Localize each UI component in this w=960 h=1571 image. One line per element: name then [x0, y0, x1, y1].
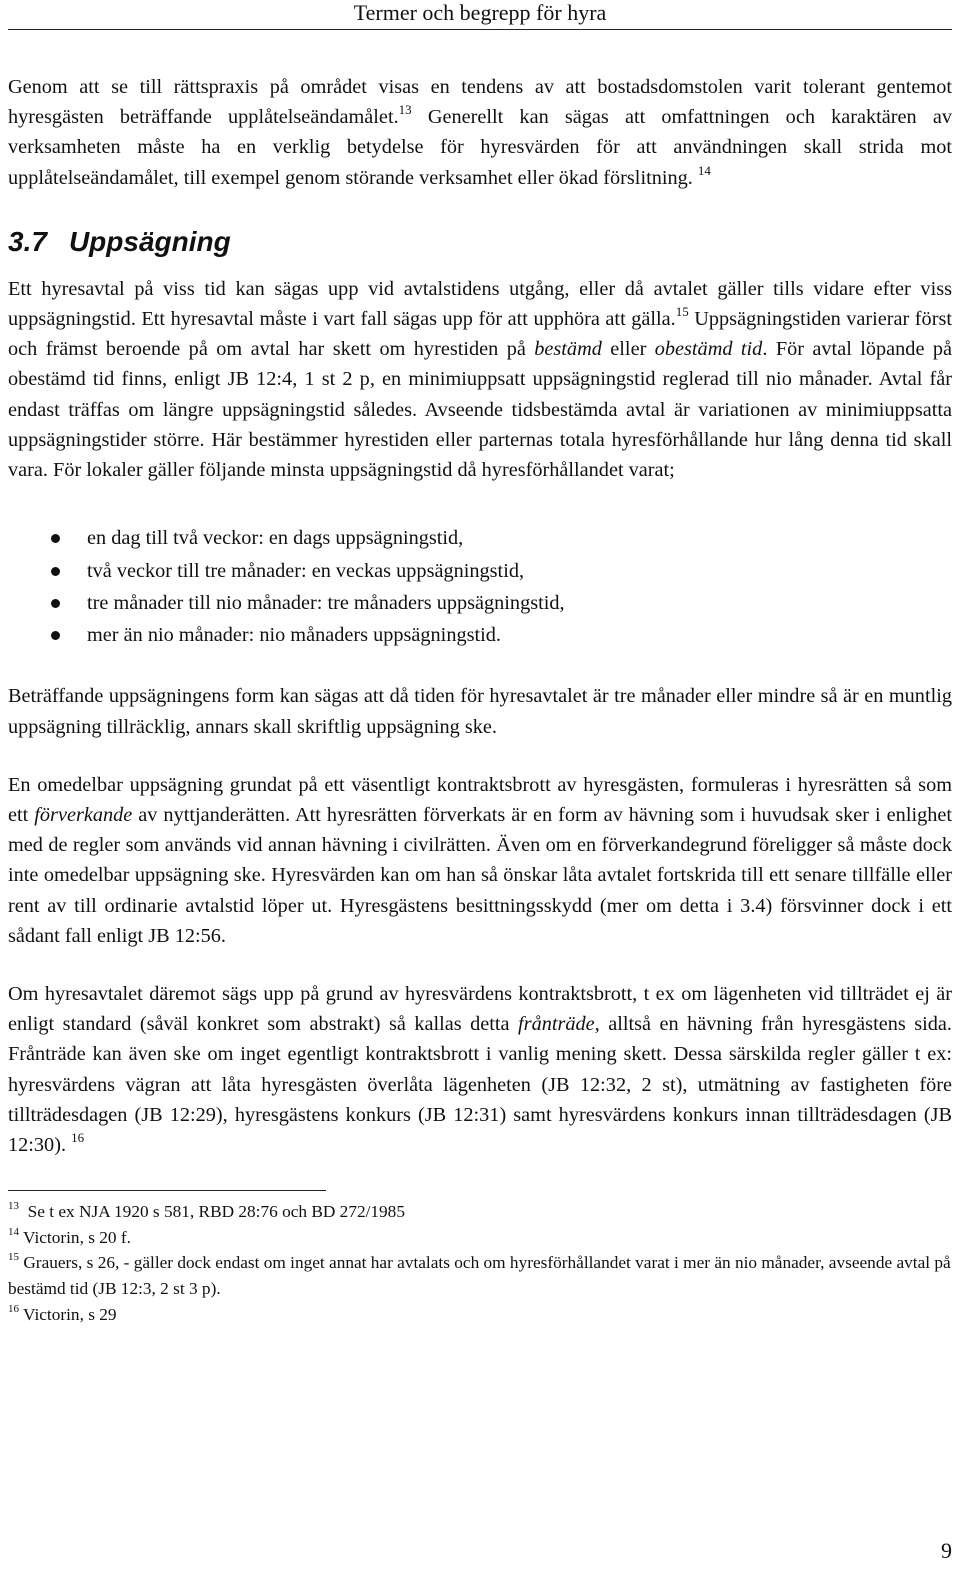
footnote-number: 16	[8, 1302, 19, 1315]
bullet-icon	[51, 567, 60, 576]
footnote-ref-15[interactable]: 15	[675, 304, 689, 320]
footnote-separator	[8, 1190, 326, 1191]
footnote-number: 15	[8, 1251, 19, 1264]
paragraph-4-text-a: En omedelbar uppsägning grundat på ett väsentligt kontraktsbrott av hyresgästen, formuleras i hyresrätten så som ett	[8, 773, 952, 827]
header-rule	[8, 29, 952, 30]
paragraph-2-emphasis-obestamd: obestämd tid	[654, 338, 763, 361]
footnote-ref-14[interactable]: 14	[697, 162, 711, 178]
list-item-text: mer än nio månader: nio månaders uppsägningstid.	[87, 624, 501, 647]
footnote	[8, 1199, 952, 1225]
paragraph-4	[8, 770, 952, 951]
footnote-text: Victorin, s 20 f.	[23, 1227, 131, 1247]
paragraph-3: Beträffande uppsägningens form kan sägas att då tiden för hyresavtalet är tre månader eller mindre så är en muntlig uppsägning tillräcklig, annars skall skriftlig uppsägning ske.	[8, 685, 952, 738]
section-number: 3.7	[8, 225, 47, 257]
list-item-text: två veckor till tre månader: en veckas uppsägningstid,	[87, 559, 525, 582]
paragraph-2-emphasis-bestamd: bestämd	[534, 338, 602, 361]
section-title: Uppsägning	[68, 225, 231, 257]
paragraph-2	[8, 274, 952, 485]
bullet-icon	[51, 599, 60, 608]
footnote	[8, 1225, 952, 1251]
list-item	[8, 587, 952, 619]
bullet-icon	[51, 534, 60, 543]
paragraph-4-emphasis: förverkande	[34, 804, 133, 827]
paragraph-5-emphasis: frånträde	[518, 1013, 595, 1036]
footnote-ref-13[interactable]: 13	[398, 102, 412, 118]
running-header: Termer och begrepp för hyra	[353, 0, 607, 25]
paragraph-1	[8, 72, 952, 193]
footnote	[8, 1250, 952, 1301]
page-body	[8, 72, 952, 1327]
page-number: 9	[941, 1538, 952, 1563]
paragraph-5-text-b: , alltså en hävning från hyresgästens sida. Frånträde kan även ske om inget egentligt kontraktsbrott i vanlig mening skett. Dessa särskilda regler gäller t ex: hyresvärdens vägran att låta hyresgästen överlåta lägenheten (JB 12:32, 2 st), utmätning av fastigheten före tillträdesdagen (JB 12:29), hyresgästens konkurs (JB 12:31) samt hyresvärdens konkurs innan tillträdesdagen (JB 12:30).	[8, 1013, 952, 1157]
footnote	[8, 1302, 952, 1328]
notice-period-list	[8, 522, 952, 651]
paragraph-2-text-a: Ett hyresavtal på viss tid kan sägas upp vid avtalstidens utgång, eller då avtalet gäller tills vidare efter viss uppsägningstid. Ett hyresavtal måste i vart fall sägas upp för att upphöra att gälla.	[8, 277, 952, 331]
footnote-ref-16[interactable]: 16	[71, 1130, 85, 1146]
paragraph-2-text-d: . För avtal löpande på obestämd tid finns, enligt JB 12:4, 1 st 2 p, en minimiuppsatt uppsägningstid reglerad till nio månader. Avtal får endast träffas om längre uppsägningstid således. Avseende tidsbestämda avtal är variationen av minimiuppsatta uppsägningstider större. Här bestämmer hyrestiden eller parternas totala hyresförhållande hur lång denna tid skall vara. För lokaler gäller följande minsta uppsägningstid då hyresförhållandet varat;	[8, 338, 953, 482]
list-item	[8, 619, 952, 651]
paragraph-2-text-b: Uppsägningstiden varierar först och främst beroende på om avtal har skett om hyrestiden på	[8, 308, 952, 361]
footnote-text: Grauers, s 26, - gäller dock endast om inget annat har avtalats och om hyresförhållandet varat i mer än nio månader, avseende avtal på bestämd tid (JB 12:3, 2 st 3 p).	[8, 1253, 951, 1299]
paragraph-1-text-b: Generellt kan sägas att omfattningen och karaktären av verksamheten måste ha en verklig betydelse för hyresvärden för att användningen skall strida mot upplåtelseändamålet, till exempel genom störande verksamhet eller ökad förslitning.	[8, 106, 952, 189]
list-item	[8, 555, 952, 587]
paragraph-5-text-a: Om hyresavtalet däremot sägs upp på grund av hyresvärdens kontraktsbrott, t ex om lägenheten vid tillträdet ej är enligt standard (såväl konkret som abstrakt) så kallas detta	[8, 983, 952, 1036]
bullet-icon	[51, 631, 60, 640]
footnote-number: 14	[8, 1225, 19, 1238]
paragraph-5	[8, 979, 952, 1160]
paragraph-4-text-b: av nyttjanderätten. Att hyresrätten förverkats är en form av hävning som i huvudsak sker i enlighet med de regler som används vid annan hävning i civilrätten. Även om en förverkandegrund föreligger så måste dock inte omedelbar uppsägning ske. Hyresvärden kan om han så önskar låta avtalet fortskrida till ett senare tillfälle eller rent av till ordinarie avtalstid löper ut. Hyresgästens besittningsskydd (mer om detta i 3.4) försvinner dock i ett sådant fall enligt JB 12:56.	[8, 804, 953, 947]
footnote-number: 13	[8, 1200, 19, 1213]
footnote-text: Se t ex NJA 1920 s 581, RBD 28:76 och BD 272/1985	[27, 1202, 405, 1222]
list-item-text: tre månader till nio månader: tre månaders uppsägningstid,	[87, 591, 565, 614]
paragraph-1-text-a: Genom att se till rättspraxis på området visas en tendens av att bostadsdomstolen varit tolerant gentemot hyresgästen beträffande upplåtelseändamålet.	[8, 76, 952, 129]
list-item-text: en dag till två veckor: en dags uppsägningstid,	[87, 527, 464, 550]
paragraph-2-text-c: eller	[601, 338, 655, 361]
list-item	[8, 522, 952, 554]
footnote-text: Victorin, s 29	[23, 1304, 117, 1324]
section-heading	[8, 225, 952, 259]
